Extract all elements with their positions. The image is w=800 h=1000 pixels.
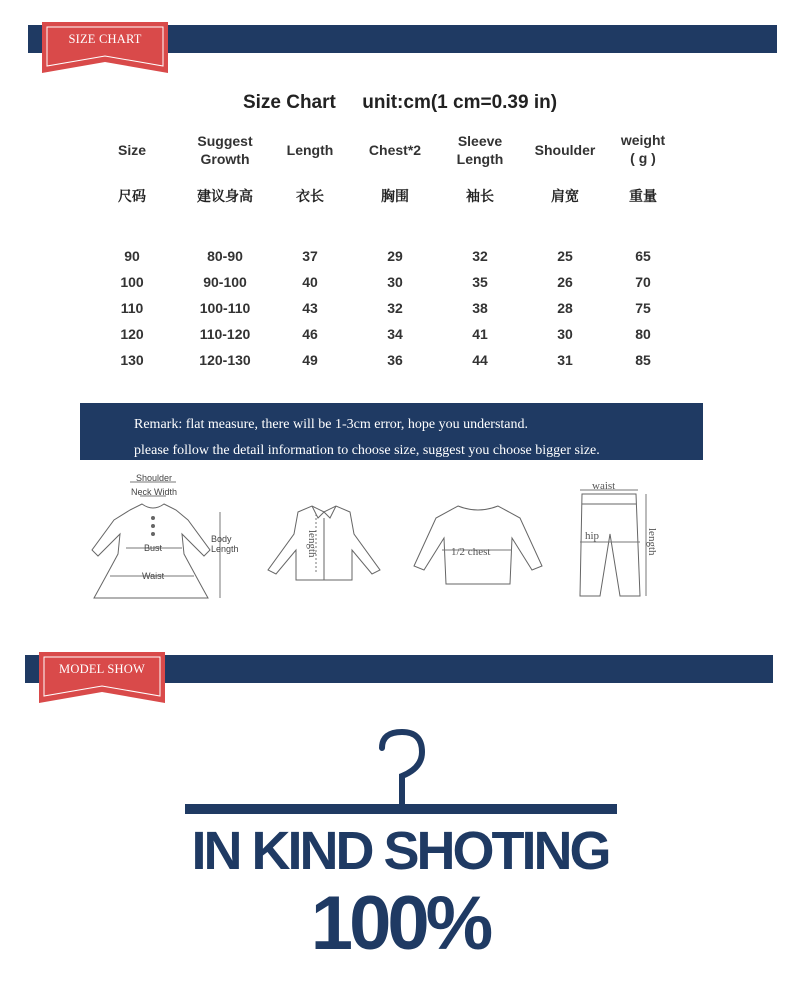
shirt-diagram: [268, 506, 380, 580]
pants-waist-label: waist: [592, 480, 616, 492]
table-cell: 44: [472, 352, 488, 368]
table-cell: 75: [635, 300, 651, 316]
model-show-ribbon-label: MODEL SHOW: [59, 662, 145, 676]
table-cell: 29: [387, 248, 403, 264]
header-cn-chest: 胸围: [381, 189, 409, 205]
table-cell: 120: [120, 326, 144, 342]
table-cell: 46: [302, 326, 318, 342]
remark-box: [80, 403, 703, 460]
table-cell: 70: [635, 274, 651, 290]
table-cell: 37: [302, 248, 318, 264]
pants-length-label: length: [646, 528, 658, 556]
table-cell: 120-130: [199, 352, 251, 368]
header-suggest-growth: Suggest Growth: [197, 133, 253, 167]
header-sleeve-length: Sleeve Length: [456, 133, 504, 167]
table-cell: 35: [472, 274, 488, 290]
table-cell: 80-90: [207, 248, 243, 264]
table-cell: 30: [387, 274, 403, 290]
header-cn-size: 尺码: [118, 189, 146, 205]
header-shoulder: Shoulder: [534, 142, 596, 158]
dress-length-label: Length: [211, 544, 239, 554]
table-cell: 36: [387, 352, 403, 368]
table-cell: 49: [302, 352, 318, 368]
table-cell: 110: [120, 300, 144, 316]
table-cell: 26: [557, 274, 573, 290]
table-cell: 32: [472, 248, 488, 264]
header-cn-length: 衣长: [296, 189, 324, 205]
model-show-ribbon: [39, 652, 165, 704]
table-cell: 34: [387, 326, 403, 342]
table-cell: 65: [635, 248, 651, 264]
table-cell: 100-110: [199, 300, 251, 316]
header-cn-growth: 建议身高: [197, 189, 253, 205]
table-cell: 100: [120, 274, 144, 290]
hanger-icon: [180, 728, 620, 818]
table-cell: 41: [472, 326, 488, 342]
table-cell: 90: [124, 248, 140, 264]
remark-line-1: Remark: flat measure, there will be 1-3cm error, hope you understand.: [134, 417, 529, 432]
pants-diagram: [580, 490, 646, 596]
table-cell: 80: [635, 326, 651, 342]
shirt-length-label: length: [306, 530, 318, 558]
table-cell: 25: [557, 248, 573, 264]
chart-title: Size Chart unit:cm(1 cm=0.39 in): [242, 92, 558, 113]
dress-neck-label: Neck Width: [131, 487, 178, 497]
size-chart-ribbon: [42, 22, 168, 74]
header-size: Size: [117, 142, 146, 158]
header-chest: Chest*2: [368, 142, 422, 158]
header-cn-sleeve: 袖长: [466, 189, 494, 205]
table-cell: 30: [557, 326, 573, 342]
table-cell: 31: [557, 352, 573, 368]
table-cell: 43: [302, 300, 318, 316]
header-cn-shoulder: 肩宽: [551, 189, 579, 205]
table-cell: 40: [302, 274, 318, 290]
dress-waist-label: Waist: [142, 571, 165, 581]
dress-shoulder-label: Shoulder: [136, 473, 173, 483]
table-cell: 32: [387, 300, 403, 316]
table-cell: 38: [472, 300, 488, 316]
percent-heading: 100%: [310, 881, 490, 966]
in-kind-shoting-heading: IN KIND SHOTING: [191, 821, 609, 881]
header-length: Length: [286, 142, 334, 158]
table-cell: 130: [120, 352, 144, 368]
table-cell: 90-100: [203, 274, 247, 290]
dress-body-label: Body: [211, 534, 232, 544]
pants-hip-label: hip: [585, 530, 600, 542]
remark-line-2: please follow the detail information to choose size, suggest you choose bigger size.: [134, 443, 600, 458]
table-cell: 28: [557, 300, 573, 316]
header-weight: weight ( g ): [620, 132, 666, 166]
table-cell: 85: [635, 352, 651, 368]
sweater-diagram: [414, 506, 542, 584]
measurement-diagrams: [80, 462, 703, 617]
dress-bust-label: Bust: [144, 543, 163, 553]
size-chart-ribbon-label: SIZE CHART: [68, 32, 142, 46]
sweater-chest-label: 1/2 chest: [451, 546, 491, 558]
table-cell: 110-120: [199, 326, 251, 342]
header-cn-weight: 重量: [629, 189, 657, 205]
